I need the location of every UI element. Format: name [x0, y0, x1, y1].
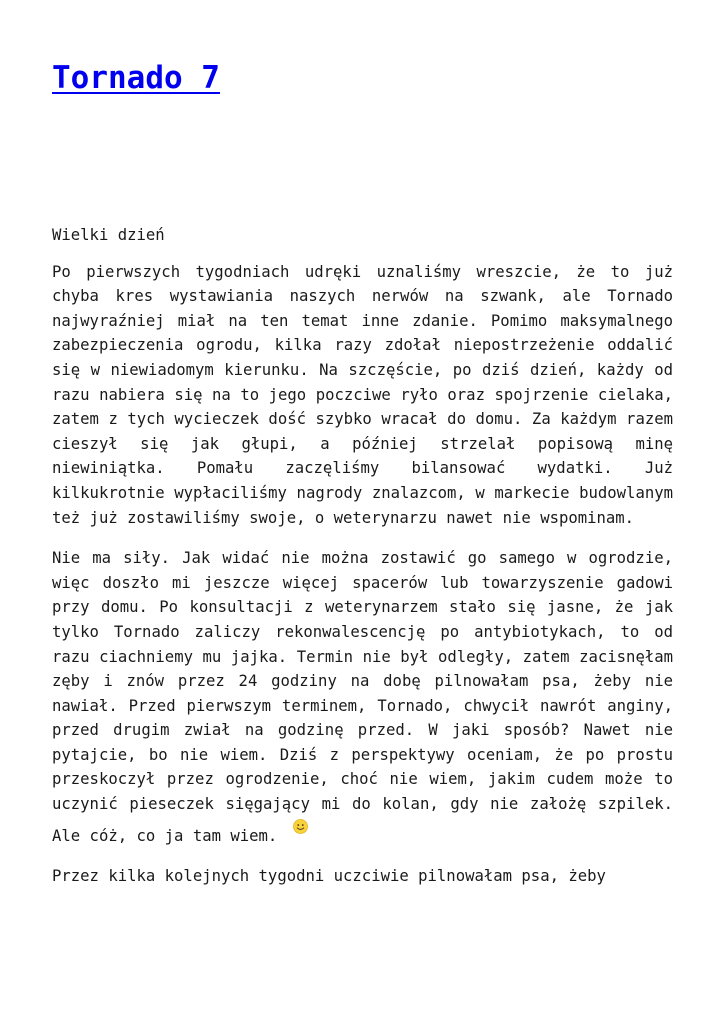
paragraph-2-text: Nie ma siły. Jak widać nie można zostawić go samego w ogrodzie, więc doszło mi jeszcze więcej spacerów lub towarzyszenie gadowi przy domu. Po konsultacji z weterynarzem stało się jasne, że jak tylko Tornado zaliczy rekonwalescencję po antybiotykach, to od razu ciachniemy mu jajka. Termin nie był odległy, zatem zacisnęłam zęby i znów przez 24 godziny na dobę pilnowałam psa, żeby nie nawiał. Przed pierwszym terminem, Tornado, chwycił nawrót anginy, przed drugim zwiał na godzinę przed. W jaki sposób? Nawet nie pytajcie, bo nie wiem. Dziś z perspektywy oceniam, że po prostu przeskoczył przez ogrodzenie, choć nie wiem, jakim cudem może to uczynić pieseczek sięgający mi do kolan, gdy nie założę szpilek. Ale cóż, co ja tam wiem.: [52, 549, 673, 845]
post-title-link[interactable]: Tornado 7: [52, 60, 220, 96]
paragraph-2: [52, 546, 673, 848]
post-content: [52, 223, 673, 905]
slightly-smiling-face-icon: [293, 817, 308, 832]
post-title: [52, 58, 220, 98]
paragraph-3: Przez kilka kolejnych tygodni uczciwie pilnowałam psa, żeby: [52, 867, 606, 886]
paragraph-1: Po pierwszych tygodniach udręki uznaliśmy wreszcie, że to już chyba kres wystawiania naszych nerwów na szwank, ale Tornado najwyraźniej miał na ten temat inne zdanie. Pomimo maksymalnego zabezpieczenia ogrodu, kilka razy zdołał niepostrzeżenie oddalić się w niewiadomym kierunku. Na szczęście, po dziś dzień, każdy od razu nabiera się na to jego poczciwe ryło oraz spojrzenie cielaka, zatem z tych wycieczek dość szybko wracał do domu. Za każdym razem cieszył się jak głupi, a później strzelał popisową minę niewiniątka. Pomału zaczęliśmy bilansować wydatki. Już kilkukrotnie wypłaciliśmy nagrody znalazcom, w markecie budowlanym też już zostawiliśmy swoje, o weterynarzu nawet nie wspominam.: [52, 262, 673, 527]
post-subtitle: Wielki dzień: [52, 226, 165, 244]
